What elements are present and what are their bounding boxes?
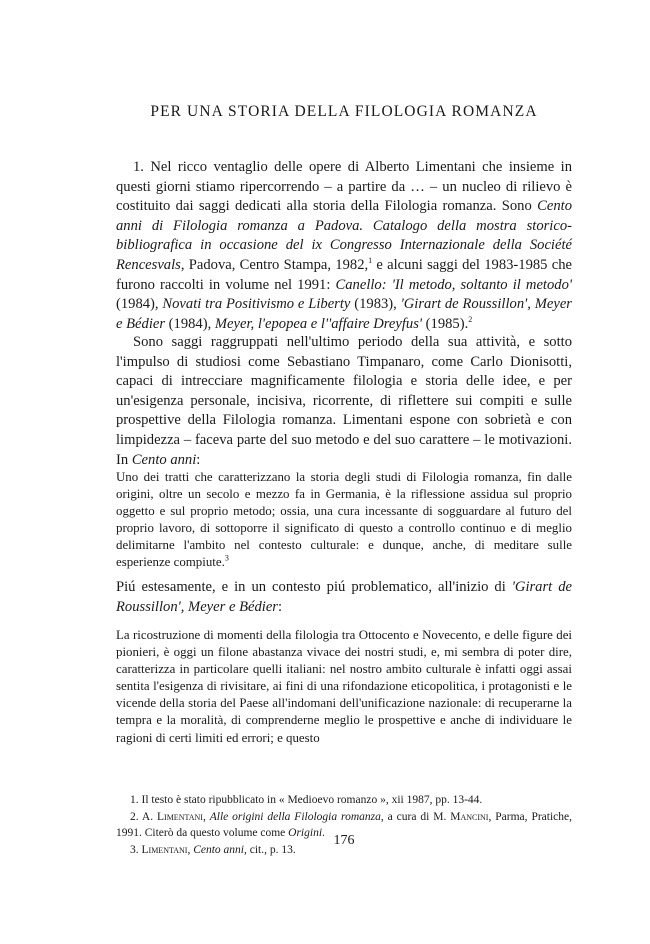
fn3-text-e: , cit., p. 13. — [243, 843, 296, 856]
p1-italic-b: Cento anni di Filologia romanza a Padova. Catalogo della mostra storico-bibliografica in occasione del ix Congresso Internazionale della Société Rencesvals — [116, 198, 572, 273]
running-title: PER UNA STORIA DELLA FILOLOGIA ROMANZA — [150, 103, 538, 120]
fn3-author: Limentani — [141, 843, 188, 856]
fn3-text-c: , — [187, 843, 194, 856]
p1-italic-i: 'Girart de Roussillon', Meyer e Bédier — [116, 296, 572, 332]
p2-italic-b: Cento anni — [131, 451, 197, 468]
p3-text-c: : — [278, 598, 283, 615]
fn2-text-c: , — [202, 810, 210, 823]
block-quote-2 — [116, 627, 572, 747]
p1-text-f: (1984), — [116, 296, 163, 313]
footnote-ref-1[interactable]: 1 — [368, 256, 373, 266]
p1-text-h: (1983), — [350, 296, 401, 313]
fn2-text-i: . — [322, 827, 325, 840]
p3-text-a: Piú estesamente, e in un contesto piú problematico, all'inizio di — [116, 579, 512, 595]
p1-italic-e: Canello: 'Il metodo, soltanto il metodo' — [335, 276, 572, 293]
p3-italic-b: 'Girart de Roussillon', Meyer e Bédier — [116, 579, 572, 615]
fn2-short-title: Origini — [288, 827, 323, 840]
footnote-ref-2[interactable]: 2 — [468, 314, 473, 324]
fn2-title: Alle origini della Filologia romanza — [209, 810, 381, 823]
p1-italic-g: Novati tra Positivismo e Liberty — [162, 296, 351, 313]
p1-text-a: 1. Nel ricco ventaglio delle opere di Alberto Limentani che insieme in questi giorni stiamo ripercorrendo – a partire da … – un nucleo di rilievo è costituito dai saggi dedicati alla storia della Filologia romanza. Sono — [116, 159, 572, 215]
quote2-text: La ricostruzione di momenti della filologia tra Ottocento e Novecento, e delle figure dei pionieri, è oggi un filone abastanza vivace dei nostri studi, e, mi sembra di poter dire, caratterizza in particolare quelli italiani: nel nostro ambito culturale è infatti oggi assai sentita l'esigenza di rivisitare, ai fini di una rifondazione eticopolitica, i protagonisti e le vicende della storia del Paese all'indomani dell'unificazione nazionale: di recuperarne la tempra e la moralità, di comprenderne meglio le prospettive e anche di individuare le ragioni di certi limiti ed errori; e questo — [116, 628, 572, 745]
fn2-editor: Mancini — [450, 810, 489, 823]
fn2-author: Limentani — [157, 810, 203, 823]
body-paragraph-2 — [116, 333, 572, 470]
fn2-text-a: 2. A. — [130, 810, 157, 823]
fn3-title: Cento anni — [193, 843, 244, 856]
footnote-ref-3[interactable]: 3 — [224, 554, 229, 564]
footnote-1: 1. Il testo è stato ripubblicato in « Medioevo romanzo », xii 1987, pp. 13-44. — [130, 794, 483, 806]
p1-text-c: , Padova, Centro Stampa, 1982, — [180, 256, 369, 273]
fn3-text-a: 3. — [130, 843, 142, 856]
body-paragraph-3 — [116, 578, 572, 617]
fn2-text-e: , a cura di M. — [380, 810, 451, 823]
p1-italic-k: Meyer, l'epopea e l''affaire Dreyfus' — [214, 315, 423, 332]
block-quote-1 — [116, 469, 572, 572]
quote1-text: Uno dei tratti che caratterizzano la storia degli studi di Filologia romanza, fin dalle origini, oltre un secolo e mezzo fa in Germania, è la riflessione assidua sul proprio oggetto e sul proprio metodo; ossia, una cura incessante di sogguardare al futuro del proprio lavoro, di sottoporre il significato di questo a controllo continuo e di meglio delimitarne l'ambito nel contesto culturale: e dunque, anche, di meditare sulle esperienze compiute. — [116, 470, 572, 570]
p1-text-j: (1984), — [165, 315, 215, 332]
page-number: 176 — [333, 833, 355, 848]
fn2-text-g: , Parma, Pratiche, 1991. Citerò da questo volume come — [116, 810, 572, 840]
p2-text-c: : — [196, 451, 201, 468]
p2-text-a: Sono saggi raggruppati nell'ultimo periodo della sua attività, e sotto l'impulso di studiosi come Sebastiano Timpanaro, come Carlo Dionisotti, capaci di intrecciare magnificamente filologia e storia delle idee, e per un'esigenza personale, incisiva, ricorrente, di riflettere sui compiti e sulle prospettive della Filologia romanza. Limentani espone con sobrietà e con limpidezza – faceva parte del suo metodo e del suo carattere – le motivazioni. In — [116, 334, 572, 468]
p1-text-d: e alcuni saggi del 1983-1985 che furono raccolti in volume nel 1991: — [116, 256, 572, 293]
p1-text-l: (1985). — [422, 315, 469, 332]
body-paragraph-1 — [116, 158, 572, 334]
